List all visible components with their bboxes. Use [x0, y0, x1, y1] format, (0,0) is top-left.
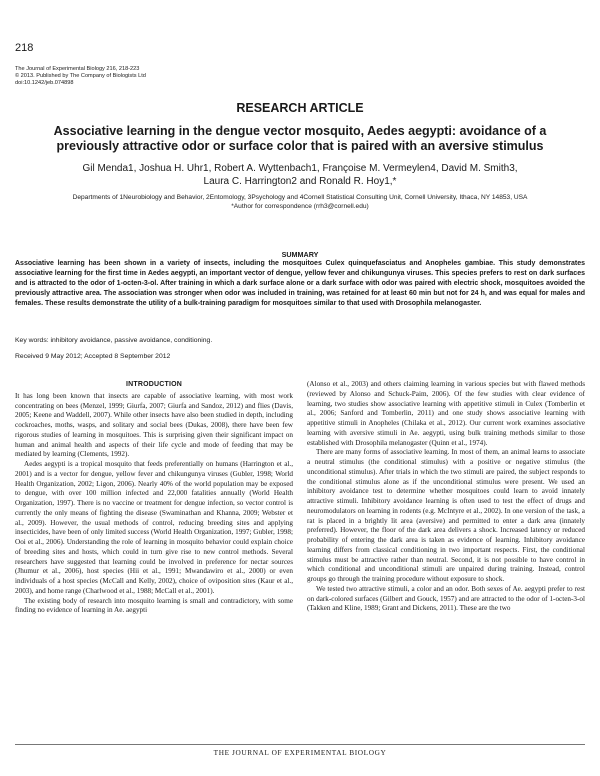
paragraph: It has long been known that insects are capable of associative learning, with most work concentrating on bees (Menzel, 1999; Giurfa, 2007; Giurfa and Sandoz, 2012) and flies (Davis, 2005; Keene and Waddell, 2007). While other insects have also been studied in depth, including cockroaches, moths, wasps, and solitary and social bees (Dukas, 2008), there have been few rigorous studies of learning in mosquitoes. This is surprising given their significant impact on human and animal health and aspects of their life cycle and mode of feeding that may be mediated by learning (Clements, 1992). — [15, 391, 293, 459]
correspondence-line: *Author for correspondence (rrh3@cornell.edu) — [231, 203, 369, 211]
summary-text: Associative learning has been shown in a variety of insects, including the mosquitoes Culex quinquefasciatus and Anopheles gambiae. This study demonstrates associative learning for the first time in Aedes aegypti, an important vector of dengue, yellow fever and chikungunya viruses. This species prefers to rest on dark surfaces and is attracted to the odor of 1-octen-3-ol. After training in which a dark surface alone or a dark surface with odor was paired with electric shock, mosquitoes avoided the previously attractive area. The association was stronger when odor was included in training, was retained for at least 60 min but not for 24 h, and was equal for males and females. These results demonstrate the utility of a bulk-training paradigm for mosquitoes similar to that used with Drosophila melanogaster. — [15, 260, 585, 307]
authors-line-2: Laura C. Harrington2 and Ronald R. Hoy1,* — [203, 176, 397, 187]
introduction-heading: INTRODUCTION — [125, 381, 183, 388]
paragraph: (Alonso et al., 2003) and others claiming learning in various species but with flawed methods (reviewed by Alonso and Schuck-Paim, 2006). Of the few studies with clear evidence of learning, two studies show associative learning with appetitive stimuli in Culex (Tomberlin et al., 2006; Sanford and Tomberlin, 2011) and one study shows associative learning with appetitive stimuli in Anopheles (Chilaka et al., 2012). Our current work examines associative learning with aversive stimuli in Ae. aegypti, using bulk training methods similar to those established with Drosophila melanogaster (Quinn et al., 1974). — [307, 380, 585, 447]
journal-footer: THE JOURNAL OF EXPERIMENTAL BIOLOGY — [213, 748, 387, 757]
journal-citation: The Journal of Experimental Biology 216, 218-223 — [15, 66, 140, 72]
article-title: Associative learning in the dengue vector mosquito, Aedes aegypti: avoidance of a previously attractive odor or surface color that is paired with an aversive stimulus — [53, 124, 547, 153]
doi-line: doi:10.1242/jeb.074898 — [15, 80, 74, 87]
keywords-line: Key words: inhibitory avoidance, passive avoidance, conditioning. — [15, 337, 213, 344]
paragraph: The existing body of research into mosquito learning is small and contradictory, with some finding no evidence of learning in Ae. aegypti — [15, 596, 293, 615]
authors-line-1: Gil Menda1, Joshua H. Uhr1, Robert A. Wyttenbach1, Françoise M. Vermeylen4, David M. Smith3, — [82, 163, 518, 174]
right-column — [307, 380, 585, 614]
paragraph: Aedes aegypti is a tropical mosquito that feeds preferentially on humans (Harrington et al., 2001) and is a vector for dengue, yellow fever and chikungunya viruses (Gubler, 1998; World Health Organization, 2002; Ligon, 2006). Nearly 40% of the world population may be exposed to dengue, with over 100 million infected and 22,000 fatalities annually (World Health Organization, 1997). There is no vaccine or treatment for dengue infection, so vector control is currently the only means of fighting the disease (Swaminathan and Khanna, 2009; Webster et al., 2009). However, the usual methods of control, reducing breeding sites and applying insecticides, have been of only limited success (World Health Organization, 1997; Gubler, 1998; Ooi et al., 2006). Understanding the role of learning in mosquito behavior could explain choice of breeding sites and hosts, which could in turn give rise to new control methods. Several researchers have suggested that learning could be involved in preference for nectar sources (Jhumur et al., 2006), host species (Hii et al., 1991; Mwandawiro et al., 2000) or even individuals of a host species (McCall and Kelly, 2002), choice of oviposition sites (Kaur et al., 2003), and home range (Charlwood et al., 1988; McCall et al., 2001). — [15, 460, 293, 595]
page-number: 218 — [15, 42, 34, 54]
article-type: RESEARCH ARTICLE — [236, 101, 364, 115]
journal-meta — [15, 66, 146, 88]
author-list — [60, 162, 540, 188]
left-column — [15, 380, 293, 616]
paragraph: There are many forms of associative learning. In most of them, an animal learns to associate a neutral stimulus (the conditional stimulus) with a positive or negative stimulus (the unconditional stimulus). After trials in which the two stimuli are paired, the subject responds to the conditional stimulus alone as if the unconditional stimulus were present. We used an inhibitory avoidance test to determine whether mosquitoes could learn to avoid innately attractive stimuli. Inhibitory avoidance learning is often used to test the effect of drugs and neuromodulators on learning in rodents (e.g. McIntyre et al., 2002). In one version of the task, a rat is placed in a brightly lit area (aversive) and permitted to enter a dark area (innately preferred). However, the floor of the dark area delivers a shock. Increased latency or reduced probability of entering the dark area is taken as evidence of learning. Inhibitory avoidance learning differs from classical conditioning in two important respects. First, the conditional stimulus must be attractive rather than neutral. Second, it is not possible to have control in which conditional and unconditional stimuli are unpaired during training. Instead, control groups go through the training procedure without exposure to shock. — [307, 448, 585, 583]
copyright-line: © 2013. Published by The Company of Biologists Ltd — [15, 73, 146, 80]
affiliations — [40, 193, 560, 212]
summary-heading: SUMMARY — [281, 250, 319, 259]
paragraph: We tested two attractive stimuli, a color and an odor. Both sexes of Ae. aegypti prefer to rest on dark-colored surfaces (Gilbert and Gouck, 1957) and are attracted to the odor of 1-octen-3-ol (Takken and Kline, 1989; Grant and Dickens, 2011). These are the two — [307, 584, 585, 613]
footer-divider — [15, 744, 585, 745]
received-date-line: Received 9 May 2012; Accepted 8 September 2012 — [15, 353, 171, 360]
affiliation-text: Departments of 1Neurobiology and Behavior, 2Entomology, 3Psychology and 4Cornell Statistical Consulting Unit, Cornell University, Ithaca, NY 14853, USA — [72, 194, 528, 201]
